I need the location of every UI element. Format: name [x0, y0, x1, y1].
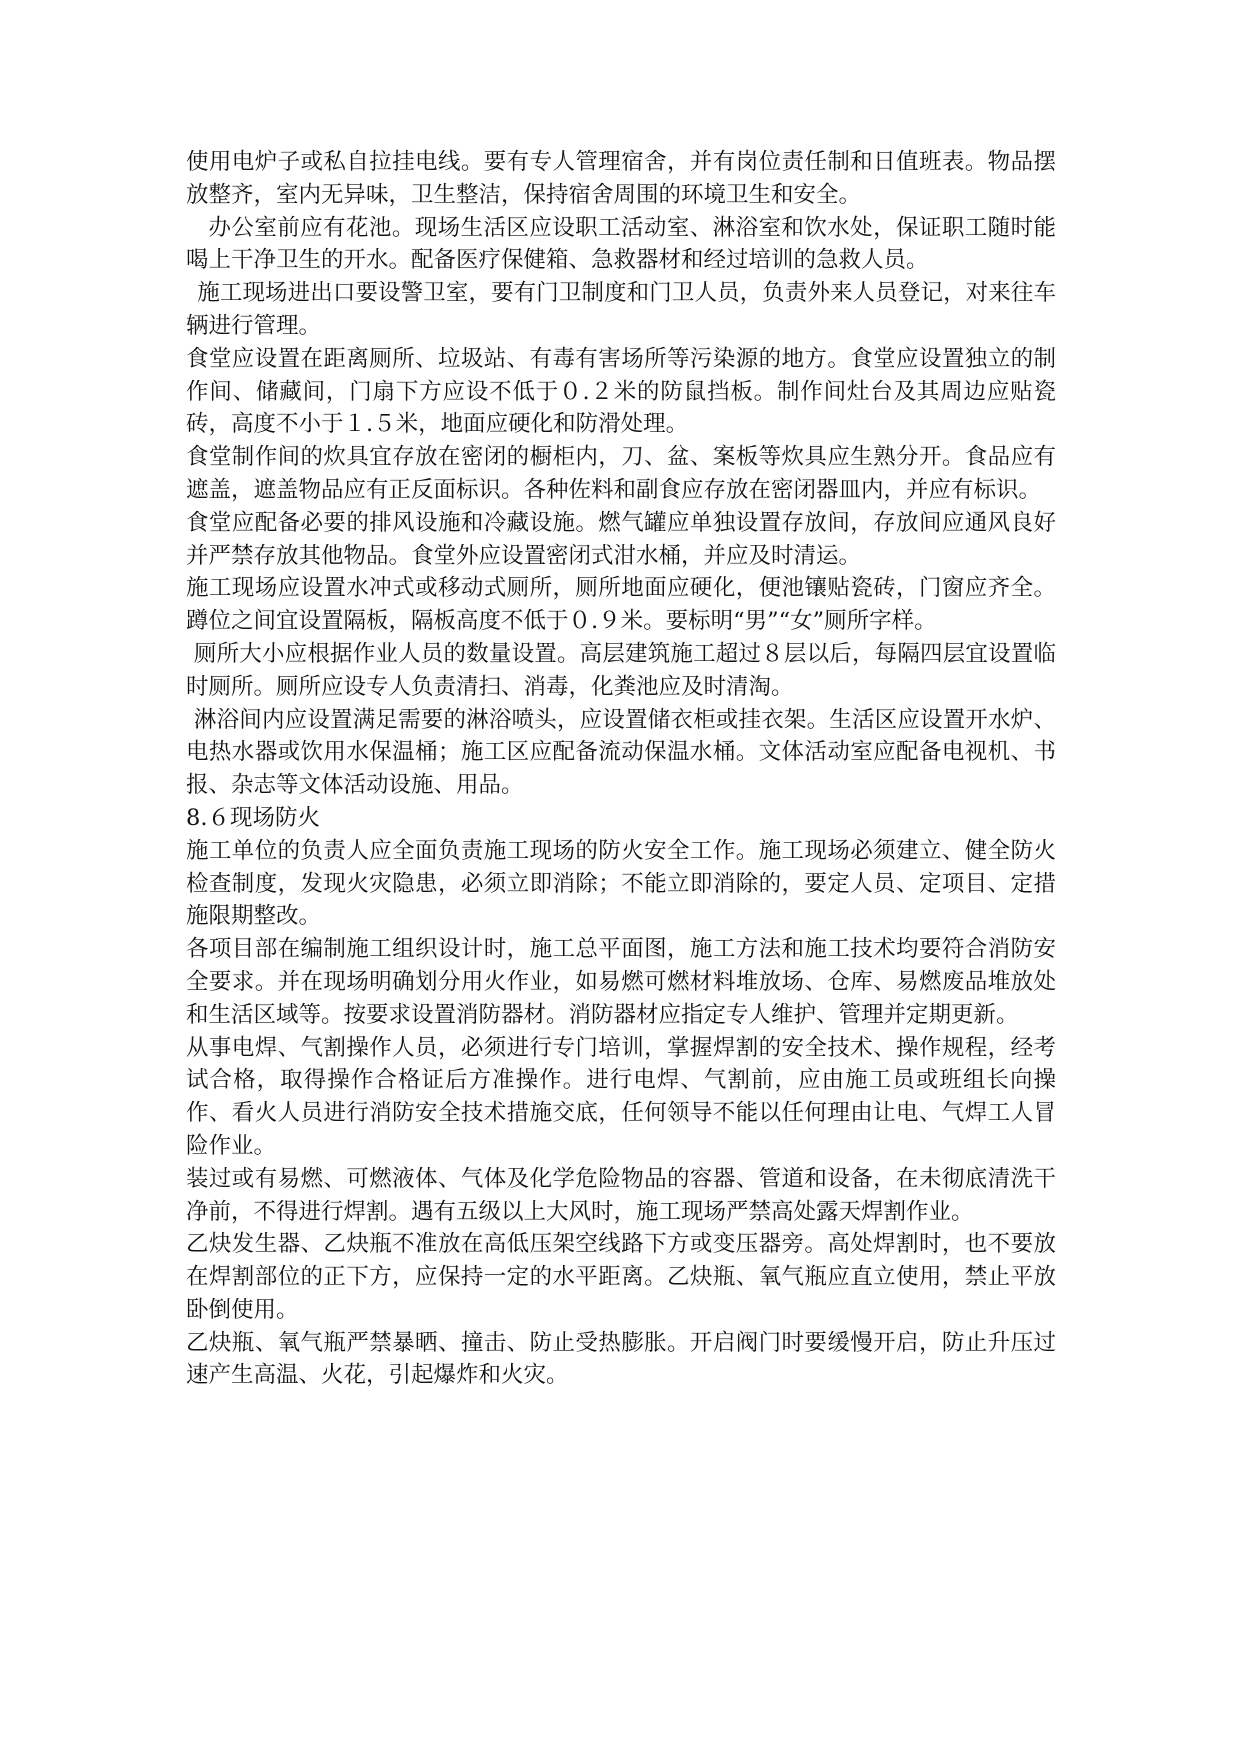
paragraph: 施工单位的负责人应全面负责施工现场的防火安全工作。施工现场必须建立、健全防火检查制度，发现火灾隐患，必须立即消除；不能立即消除的，要定人员、定项目、定措施限期整改。: [186, 837, 1056, 930]
paragraph: 厕所大小应根据作业人员的数量设置。高层建筑施工超过８层以后，每隔四层宜设置临时厕所。厕所应设专人负责清扫、消毒，化粪池应及时清淘。: [186, 640, 1056, 700]
paragraph: 办公室前应有花池。现场生活区应设职工活动室、淋浴室和饮水处，保证职工随时能喝上干净卫生的开水。配备医疗保健箱、急救器材和经过培训的急救人员。: [186, 214, 1056, 274]
document-body: [186, 146, 1056, 1392]
paragraph: 使用电炉子或私自拉挂电线。要有专人管理宿舍，并有岗位责任制和日值班表。物品摆放整齐，室内无异味，卫生整洁，保持宿舍周围的环境卫生和安全。: [186, 149, 1056, 208]
paragraph: 乙炔发生器、乙炔瓶不准放在高低压架空线路下方或变压器旁。高处焊割时，也不要放在焊割部位的正下方，应保持一定的水平距离。乙炔瓶、氧气瓶应直立使用，禁止平放卧倒使用。: [186, 1231, 1056, 1323]
section-heading: 8.６现场防火: [186, 804, 320, 831]
paragraph: 淋浴间内应设置满足需要的淋浴喷头，应设置储衣柜或挂衣架。生活区应设置开水炉、电热水器或饮用水保温桶；施工区应配备流动保温水桶。文体活动室应配备电视机、书报、杂志等文体活动设施、用品。: [186, 706, 1056, 799]
paragraph: 施工现场应设置水冲式或移动式厕所，厕所地面应硬化，便池镶贴瓷砖，门窗应齐全。蹲位之间宜设置隔板，隔板高度不低于０.９米。要标明“男”“女”厕所字样。: [186, 575, 1056, 635]
paragraph: 施工现场进出口要设警卫室，要有门卫制度和门卫人员，负责外来人员登记，对来往车辆进行管理。: [186, 280, 1056, 339]
paragraph: 各项目部在编制施工组织设计时，施工总平面图，施工方法和施工技术均要符合消防安全要求。并在现场明确划分用火作业，如易燃可燃材料堆放场、仓库、易燃废品堆放处和生活区域等。按要求设置消防器材。消防器材应指定专人维护、管理并定期更新。: [186, 936, 1056, 1028]
paragraph: 食堂应设置在距离厕所、垃圾站、有毒有害场所等污染源的地方。食堂应设置独立的制作间、储藏间，门扇下方应设不低于０.２米的防鼠挡板。制作间灶台及其周边应贴瓷砖，高度不小于１.５米，地面应硬化和防滑处理。: [186, 345, 1056, 438]
paragraph: 乙炔瓶、氧气瓶严禁暴晒、撞击、防止受热膨胀。开启阀门时要缓慢开启，防止升压过速产生高温、火花，引起爆炸和火灾。: [186, 1329, 1056, 1389]
paragraph: 从事电焊、气割操作人员，必须进行专门培训，掌握焊割的安全技术、操作规程，经考试合格，取得操作合格证后方准操作。进行电焊、气割前，应由施工员或班组长向操作、看火人员进行消防安全技术措施交底，任何领导不能以任何理由让电、气焊工人冒险作业。: [186, 1034, 1056, 1159]
paragraph: 装过或有易燃、可燃液体、气体及化学危险物品的容器、管道和设备，在未彻底清洗干净前，不得进行焊割。遇有五级以上大风时，施工现场严禁高处露天焊割作业。: [186, 1165, 1056, 1225]
paragraph: 食堂应配备必要的排风设施和冷藏设施。燃气罐应单独设置存放间，存放间应通风良好并严禁存放其他物品。食堂外应设置密闭式泔水桶，并应及时清运。: [186, 509, 1056, 569]
paragraph: 食堂制作间的炊具宜存放在密闭的橱柜内，刀、盆、案板等炊具应生熟分开。食品应有遮盖，遮盖物品应有正反面标识。各种佐料和副食应存放在密闭器皿内，并应有标识。: [186, 444, 1056, 503]
